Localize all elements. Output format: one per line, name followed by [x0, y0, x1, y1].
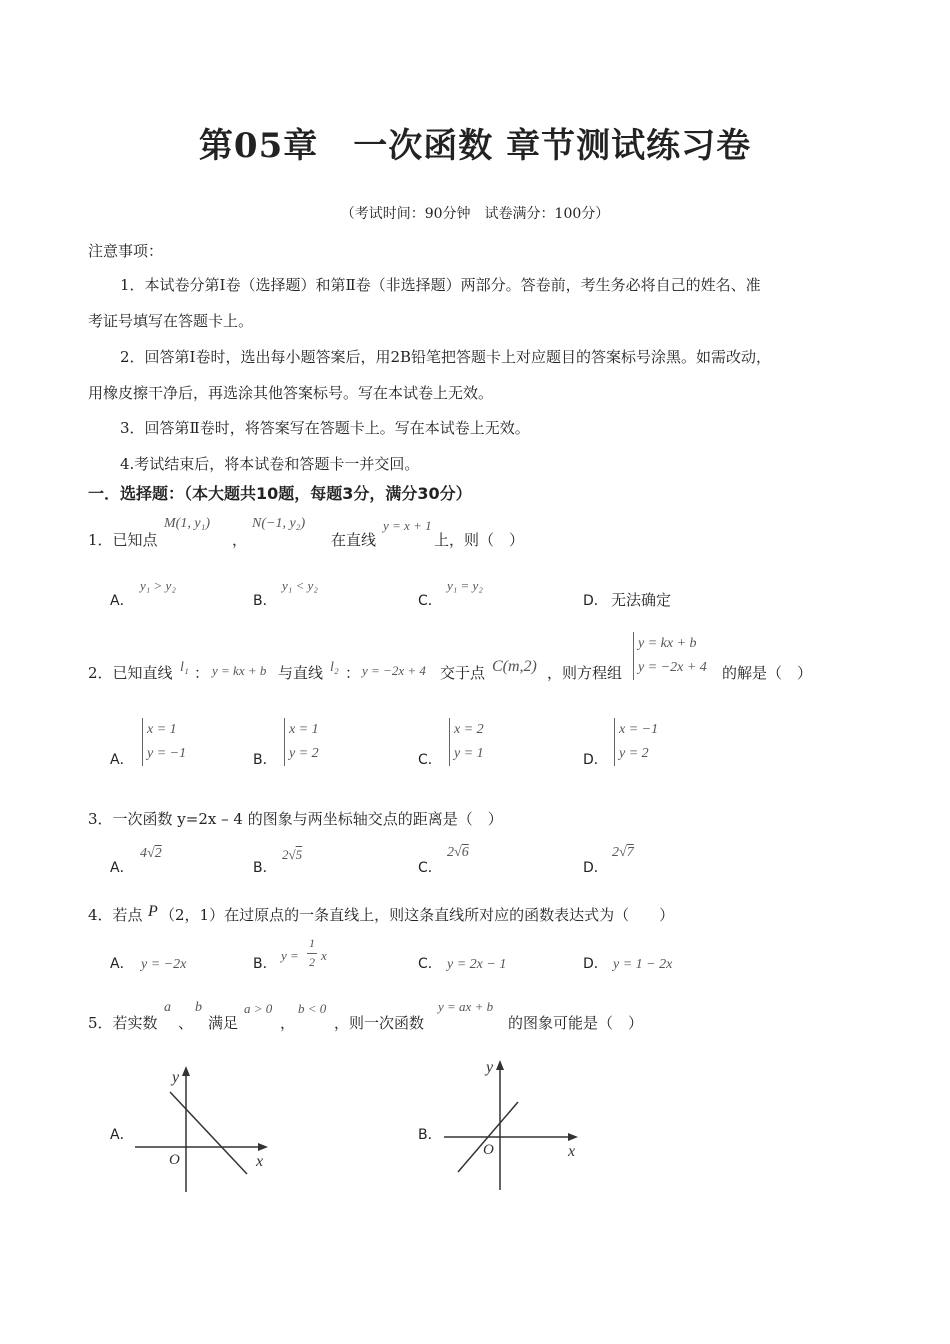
q2-option-a-label[interactable]: A． — [110, 752, 134, 768]
q5-stem-part-3: ，则一次函数 — [334, 1014, 425, 1032]
q1-stem-part-1: 1．已知点 — [88, 531, 158, 549]
q2-line-l2: l₂ — [330, 660, 339, 675]
q5-stem-part-4: 的图象可能是（ ） — [508, 1014, 644, 1032]
notice-item-3: 3．回答第Ⅱ卷时，将答案写在答题卡上。写在本试卷上无效。 — [120, 419, 530, 437]
q5-option-a-graph[interactable] — [130, 1062, 280, 1196]
page-title: 第05章 一次函数 章节测试练习卷 — [198, 126, 752, 166]
q2-option-b[interactable] — [284, 718, 319, 766]
q2-point-c: C(m,2) — [492, 658, 537, 675]
q2-stem-part-5: 的解是（ ） — [722, 664, 813, 682]
q4-option-b-fraction-bar — [307, 953, 317, 954]
q2-option-c-label[interactable]: C． — [418, 752, 442, 768]
q4-option-a-label[interactable]: A． — [110, 956, 134, 972]
q3-option-c-coef: 2 — [447, 845, 454, 860]
q2-system-eq-2: y = −2x + 4 — [638, 660, 707, 675]
origin-label: O — [169, 1152, 180, 1168]
q1-option-c-label[interactable]: C． — [418, 593, 442, 609]
q5-option-b-label[interactable]: B． — [418, 1127, 442, 1143]
q1-option-a-label[interactable]: A． — [110, 593, 134, 609]
notice-item-2-line-2: 用橡皮擦干净后，再选涂其他答案标号。写在本试卷上无效。 — [88, 384, 494, 402]
q4-option-a[interactable]: y = −2x — [141, 957, 187, 972]
q2-stem-part-4: ，则方程组 — [547, 664, 623, 682]
x-axis-label: x — [568, 1143, 576, 1160]
q4-option-b[interactable] — [281, 936, 341, 976]
y-axis-label: y — [486, 1059, 494, 1076]
q4-option-d-label[interactable]: D． — [583, 956, 608, 972]
q5-comma: ， — [280, 1014, 296, 1032]
q5-option-b-graph[interactable] — [440, 1054, 590, 1194]
q2-option-a-y: y = −1 — [147, 746, 187, 761]
q4-option-b-numerator: 1 — [309, 936, 315, 950]
x-axis-arrow — [258, 1143, 268, 1151]
q3-option-a-radicand: 2 — [154, 846, 162, 861]
exam-info: （考试时间：90分钟 试卷满分：100分） — [340, 206, 610, 222]
q1-option-d-label[interactable]: D． — [583, 593, 608, 609]
q2-option-c-x: x = 2 — [454, 722, 484, 737]
q1-option-b[interactable]: y₁ < y₂ — [282, 578, 318, 593]
q1-point-m: M(1, y₁) — [164, 516, 211, 531]
q3-option-c-radicand: 6 — [461, 845, 469, 860]
q5-stem-part-1: 5．若实数 — [88, 1014, 158, 1032]
q2-stem-part-3: 交于点 — [440, 664, 486, 682]
q1-point-n: N(−1, y₂) — [252, 516, 306, 531]
q2-colon-1: ： — [194, 664, 210, 682]
q4-stem-part-1: 4．若点 — [88, 906, 143, 924]
q2-system-eq-1: y = kx + b — [638, 636, 697, 651]
q5-option-a-label[interactable]: A． — [110, 1127, 134, 1143]
q3-option-b[interactable]: 2√5 — [282, 847, 303, 862]
q2-stem-part-1: 2．已知直线 — [88, 664, 173, 682]
q1-option-b-label[interactable]: B． — [253, 593, 277, 609]
q1-option-d[interactable]: 无法确定 — [611, 591, 672, 609]
q2-option-c[interactable] — [449, 718, 484, 766]
q2-option-b-y: y = 2 — [289, 746, 319, 761]
q3-option-d-coef: 2 — [612, 845, 619, 860]
q5-var-b: b — [195, 1000, 202, 1015]
q2-option-d[interactable] — [614, 718, 658, 766]
q2-equation-system — [633, 632, 707, 680]
q4-option-b-prefix: y = — [281, 948, 299, 963]
q5-var-a: a — [164, 1000, 171, 1015]
q2-option-d-label[interactable]: D． — [583, 752, 608, 768]
notice-item-1-line-2: 考证号填写在答题卡上。 — [88, 312, 254, 330]
q5-condition-b: b < 0 — [298, 1001, 327, 1016]
q5-function: y = ax + b — [438, 999, 494, 1014]
q3-option-b-radicand: 5 — [295, 847, 303, 862]
q1-line-equation: y = x + 1 — [383, 518, 432, 533]
q4-option-b-denominator: 2 — [309, 955, 315, 969]
origin-label: O — [483, 1142, 494, 1158]
q1-stem-part-2: 在直线 — [331, 531, 377, 549]
notice-item-2-line-1: 2．回答第Ⅰ卷时，选出每小题答案后，用2B铅笔把答题卡上对应题目的答案标号涂黑。如需改动， — [120, 348, 772, 366]
q1-comma: ， — [232, 531, 248, 549]
q4-option-d[interactable]: y = 1 − 2x — [613, 957, 673, 972]
q3-option-a[interactable]: 4√2 — [140, 846, 162, 861]
q3-option-a-coef: 4 — [140, 846, 147, 861]
q2-stem-part-2: 与直线 — [278, 664, 324, 682]
q2-option-d-y: y = 2 — [619, 746, 649, 761]
q1-option-a[interactable]: y₁ > y₂ — [140, 578, 176, 593]
y-axis-arrow — [496, 1060, 504, 1070]
q4-option-b-suffix: x — [321, 948, 327, 963]
q4-point-p: P — [148, 903, 158, 920]
q3-option-d-radicand: 7 — [626, 845, 634, 860]
x-axis-label: x — [256, 1153, 264, 1170]
q3-option-c[interactable]: 2√6 — [447, 845, 469, 860]
q1-stem-part-3: 上，则（ ） — [434, 531, 525, 549]
q3-option-b-coef: 2 — [282, 847, 289, 862]
q3-stem: 3．一次函数 y=2x – 4 的图象与两坐标轴交点的距离是（ ） — [88, 810, 503, 828]
q2-option-d-x: x = −1 — [619, 722, 659, 737]
q2-colon-2: ： — [345, 664, 361, 682]
q4-stem-part-2: （2，1）在过原点的一条直线上，则这条直线所对应的函数表达式为（ ） — [160, 906, 675, 924]
q2-line-l1: l₁ — [180, 660, 189, 675]
q2-equation-1: y = kx + b — [212, 663, 267, 678]
x-axis-arrow — [568, 1133, 578, 1141]
q3-option-d[interactable]: 2√7 — [612, 845, 634, 860]
decreasing-line — [170, 1092, 247, 1174]
q4-option-c-label[interactable]: C． — [418, 956, 442, 972]
q2-option-a[interactable] — [142, 718, 186, 766]
q4-option-b-label[interactable]: B． — [253, 956, 277, 972]
q5-condition-a: a > 0 — [244, 1001, 273, 1016]
q5-separator: 、 — [178, 1014, 194, 1032]
q2-option-a-x: x = 1 — [147, 722, 177, 737]
q3-option-a-label[interactable]: A． — [110, 860, 134, 876]
q2-equation-2: y = −2x + 4 — [362, 663, 426, 678]
notice-heading: 注意事项： — [88, 242, 164, 260]
q1-option-c[interactable]: y₁ = y₂ — [447, 578, 483, 593]
q3-option-c-label[interactable]: C． — [418, 860, 442, 876]
q2-option-c-y: y = 1 — [454, 746, 484, 761]
notice-item-1-line-1: 1．本试卷分第Ⅰ卷（选择题）和第Ⅱ卷（非选择题）两部分。答卷前，考生务必将自己的姓名、准 — [120, 276, 761, 294]
section-heading-choice: 一．选择题：（本大题共10题，每题3分，满分30分） — [88, 484, 472, 503]
q3-option-b-label[interactable]: B． — [253, 860, 277, 876]
q4-option-c[interactable]: y = 2x − 1 — [447, 957, 507, 972]
q3-option-d-label[interactable]: D． — [583, 860, 608, 876]
notice-item-4: 4.考试结束后，将本试卷和答题卡一并交回。 — [120, 455, 420, 473]
y-axis-label: y — [172, 1069, 180, 1086]
q5-stem-part-2: 满足 — [208, 1014, 239, 1032]
y-axis-arrow — [182, 1066, 190, 1076]
q2-option-b-x: x = 1 — [289, 722, 319, 737]
q2-option-b-label[interactable]: B． — [253, 752, 277, 768]
